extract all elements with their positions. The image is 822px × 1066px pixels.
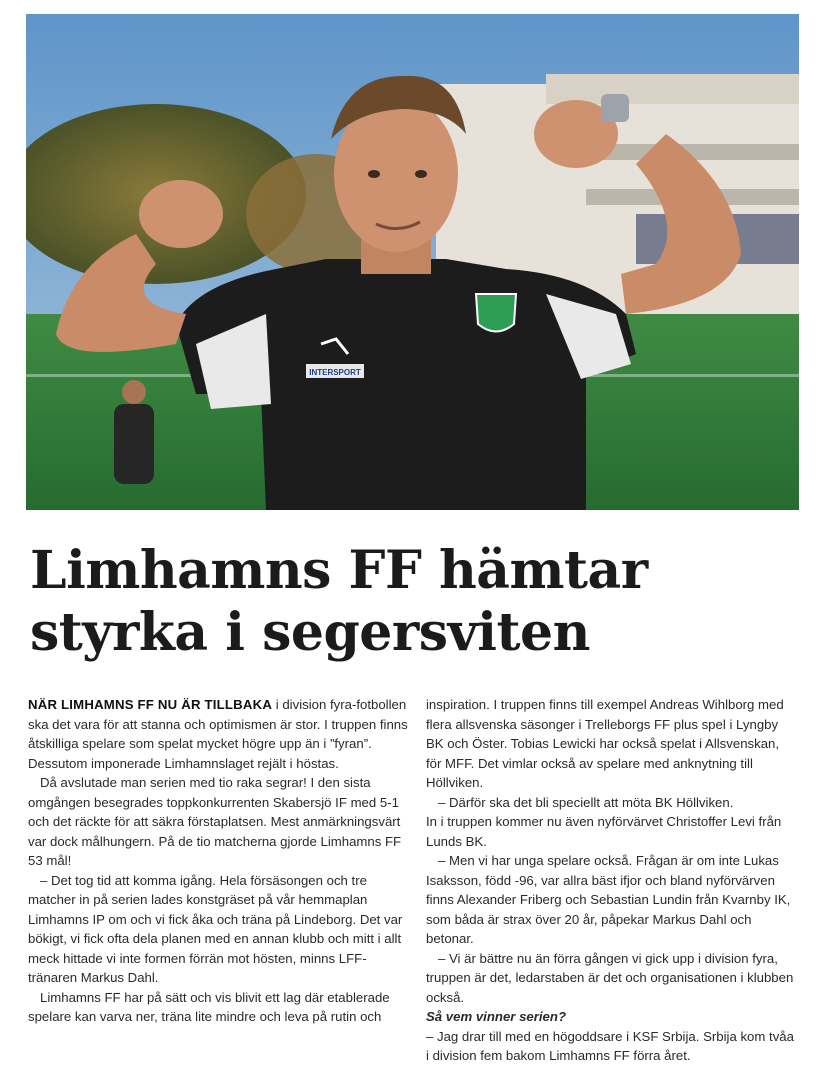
paragraph-3: – Det tog tid att komma igång. Hela försäsongen och tre matcher in på serien lades konstgräset på vår hemmaplan Limhamns IP om och vi fick åka och träna på Lindeborg. Det var bökigt, vi fick ofta dela planen med en annan klubb och mitt i allt meck hittade vi inte formen förrän mot hösten, minns LFF-tränaren Markus Dahl. bbox=[28, 872, 403, 985]
headline bbox=[30, 540, 790, 664]
body-column-left bbox=[28, 695, 410, 1027]
hero-photo bbox=[26, 14, 799, 510]
paragraph-9: – Vi är bättre nu än förra gången vi gick upp i division fyra, truppen är det, ledarstaben är det och organisationen i klubben också. bbox=[426, 950, 794, 1005]
paragraph-2: Då avslutade man serien med tio raka segrar! I den sista omgången besegrades toppkonkurrenten Skabersjö IF med 5-1 och det räckte för att säkra förstaplatsen. Mest anmärkningsvärt var dock målhungern. På de tio matcherna gjorde Limhamns FF 53 mål! bbox=[28, 775, 402, 868]
hero-photo-illustration bbox=[26, 14, 799, 510]
sponsor-logo-text: INTERSPORT bbox=[309, 368, 361, 377]
headline-line-2: styrka i segersviten bbox=[30, 602, 590, 663]
paragraph-8: – Men vi har unga spelare också. Frågan är om inte Lukas Isaksson, född -96, var allra bäst ifjor och bland nyförvärven finns Alexander Friberg och Sebastian Lundin från Kvarnby IK, som båda är strax över 20 år, påpekar Markus Dahl och betonar. bbox=[426, 853, 791, 946]
lead-in: NÄR LIMHAMNS FF NU ÄR TILLBAKA bbox=[28, 697, 273, 712]
paragraph-1-text: i division fyra-fotbollen ska det vara för att stanna och optimismen är stor. I truppen finns åtskilliga spelare som spelat mycket högre upp än i ”fyran”. Dessutom imponerade Limhamnslaget rejält i höstas. bbox=[28, 697, 408, 771]
paragraph-6: – Därför ska det bli speciellt att möta BK Höllviken. bbox=[438, 794, 734, 810]
paragraph-10: – Jag drar till med en högoddsare i KSF Srbija. Srbija kom tvåa i division fem bakom Limhamns FF förra året. bbox=[426, 1028, 794, 1063]
paragraph-7: In i truppen kommer nu även nyförvärvet Christoffer Levi från Lunds BK. bbox=[426, 814, 782, 849]
body-column-right bbox=[426, 695, 798, 1066]
headline-line-1: Limhamns FF hämtar bbox=[30, 540, 648, 601]
paragraph-4: Limhamns FF har på sätt och vis blivit ett lag där etablerade spelare kan varva ner, träna lite mindre och leva på rutin och bbox=[28, 989, 390, 1024]
paragraph-1 bbox=[28, 695, 410, 773]
paragraph-5: inspiration. I truppen finns till exempel Andreas Wihlborg med flera allsvenska säsonger i Trelleborgs FF plus spel i Lyngby BK och Öster. Tobias Lewicki har också spelat i Allsvenskan, för MFF. Det vimlar också av spelare med anknytning till Höllviken. bbox=[426, 697, 784, 790]
interview-question: Så vem vinner serien? bbox=[426, 1009, 567, 1024]
